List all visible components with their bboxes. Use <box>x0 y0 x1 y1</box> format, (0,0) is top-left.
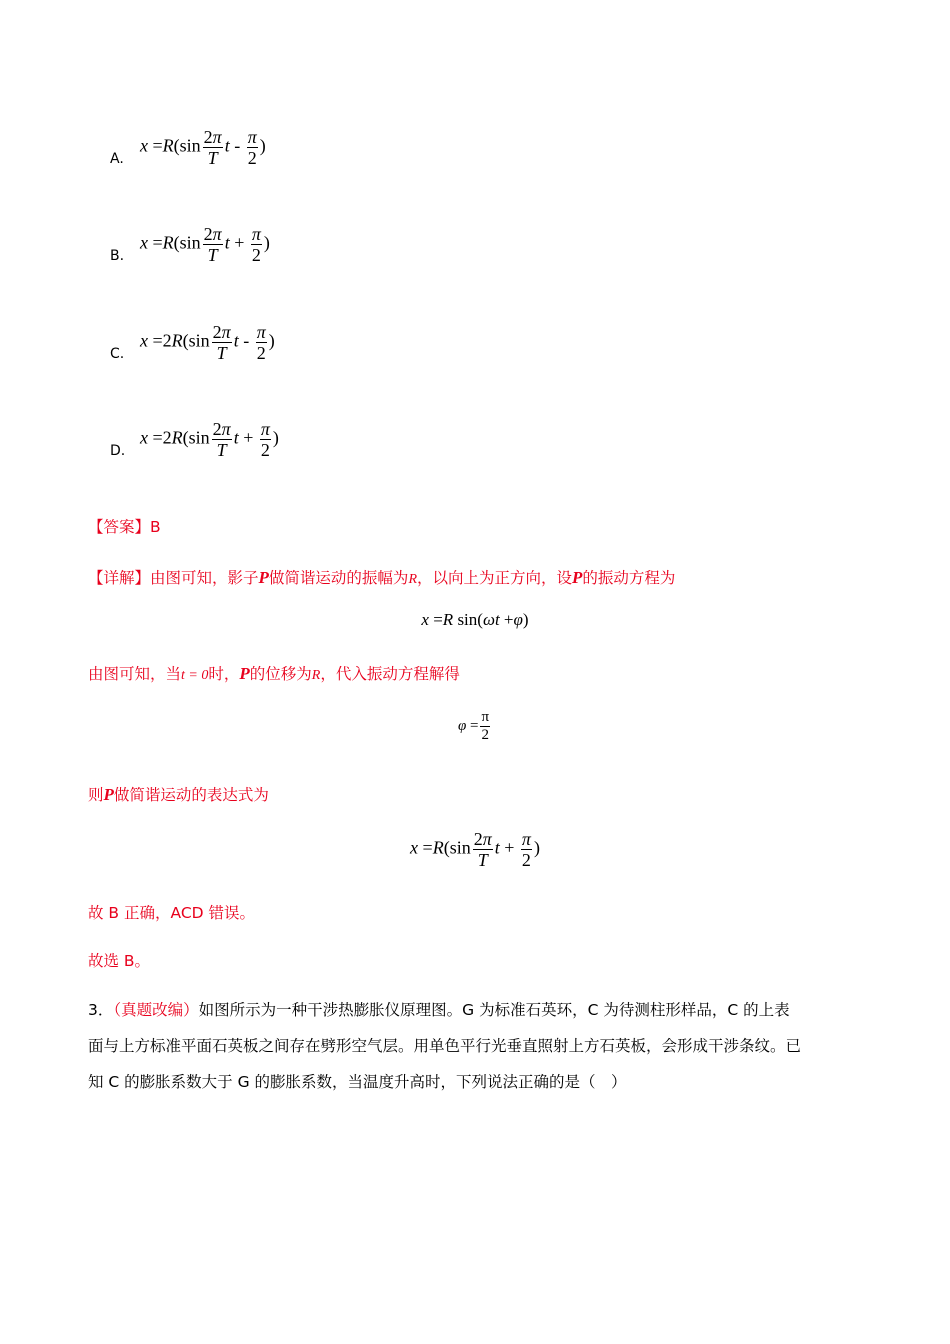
var-p: P <box>239 664 250 683</box>
question-number: 3． <box>88 1001 114 1019</box>
question-3 <box>88 992 868 1100</box>
detail-line-4: 故 B 正确，ACD 错误。 <box>88 904 256 922</box>
option-c-formula: x =2R(sin $\frac{2\pi}{T}$ t - $\frac{\pi}{2}$ ) <box>140 322 275 363</box>
equation-2: φ = $\frac{\pi}{2}$ <box>457 709 490 743</box>
equation-1: x =R sin(ωt +φ) <box>421 610 529 629</box>
detail-text: ，以向上为正方向，设 <box>417 569 573 587</box>
var-p: P <box>258 568 269 587</box>
var-r: R <box>408 572 417 587</box>
answer-tag: 【答案】 <box>88 518 151 536</box>
option-c[interactable] <box>110 323 275 362</box>
option-c-label: C. <box>110 345 125 362</box>
option-b-formula: x =R(sin $\frac{2\pi}{T}$ t + $\frac{\pi}{2}$ ) <box>140 224 270 265</box>
equation-3: x =R(sin $\frac{2\pi}{T}$ t + $\frac{\pi}{2}$ ) <box>410 829 540 870</box>
answer-line <box>88 516 161 539</box>
question-text: 如图所示为一种干涉热膨胀仪原理图。G 为标准石英环，C 为待测柱形样品，C 的上表 <box>198 1001 790 1019</box>
question-source: （真题改编） <box>113 1001 199 1019</box>
answer-value: B <box>150 518 161 536</box>
option-a-label: A. <box>110 150 124 167</box>
detail-text: ，代入振动方程解得 <box>320 665 460 683</box>
question-line-1 <box>88 992 868 1028</box>
var-p: P <box>103 785 114 804</box>
detail-text: 的位移为 <box>249 665 312 683</box>
var-r: R <box>311 668 321 683</box>
detail-tag: 【详解】 <box>88 569 151 587</box>
detail-text: 由图可知，当 <box>88 665 182 683</box>
option-a[interactable] <box>110 128 266 167</box>
var-p: P <box>572 568 583 587</box>
option-d[interactable] <box>110 420 279 459</box>
question-line-3: 知 C 的膨胀系数大于 G 的膨胀系数，当温度升高时，下列说法正确的是（ ） <box>88 1073 627 1091</box>
option-b[interactable] <box>110 225 270 264</box>
detail-text: 时， <box>208 665 240 683</box>
detail-text: 则 <box>88 786 104 804</box>
question-line-2: 面与上方标准平面石英板之间存在劈形空气层。用单色平行光垂直照射上方石英板，会形成干涉条纹。已 <box>88 1037 802 1055</box>
option-d-label: D. <box>110 442 126 459</box>
detail-text: 由图可知，影子 <box>150 569 259 587</box>
detail-line-2 <box>88 661 460 687</box>
detail-text: 做简谐运动的振幅为 <box>268 569 409 587</box>
option-d-formula: x =2R(sin $\frac{2\pi}{T}$ t + $\frac{\pi}{2}$ ) <box>140 419 279 460</box>
var-t: t = 0 <box>181 668 209 683</box>
detail-line-3 <box>88 782 269 808</box>
detail-text: 的振动方程为 <box>582 569 676 587</box>
detail-text: 做简谐运动的表达式为 <box>113 786 269 804</box>
detail-line-1 <box>88 565 675 591</box>
detail-line-5: 故选 B。 <box>88 952 151 970</box>
option-a-formula: x =R(sin $\frac{2\pi}{T}$ t - $\frac{\pi}{2}$ ) <box>140 127 266 168</box>
option-b-label: B. <box>110 247 125 264</box>
